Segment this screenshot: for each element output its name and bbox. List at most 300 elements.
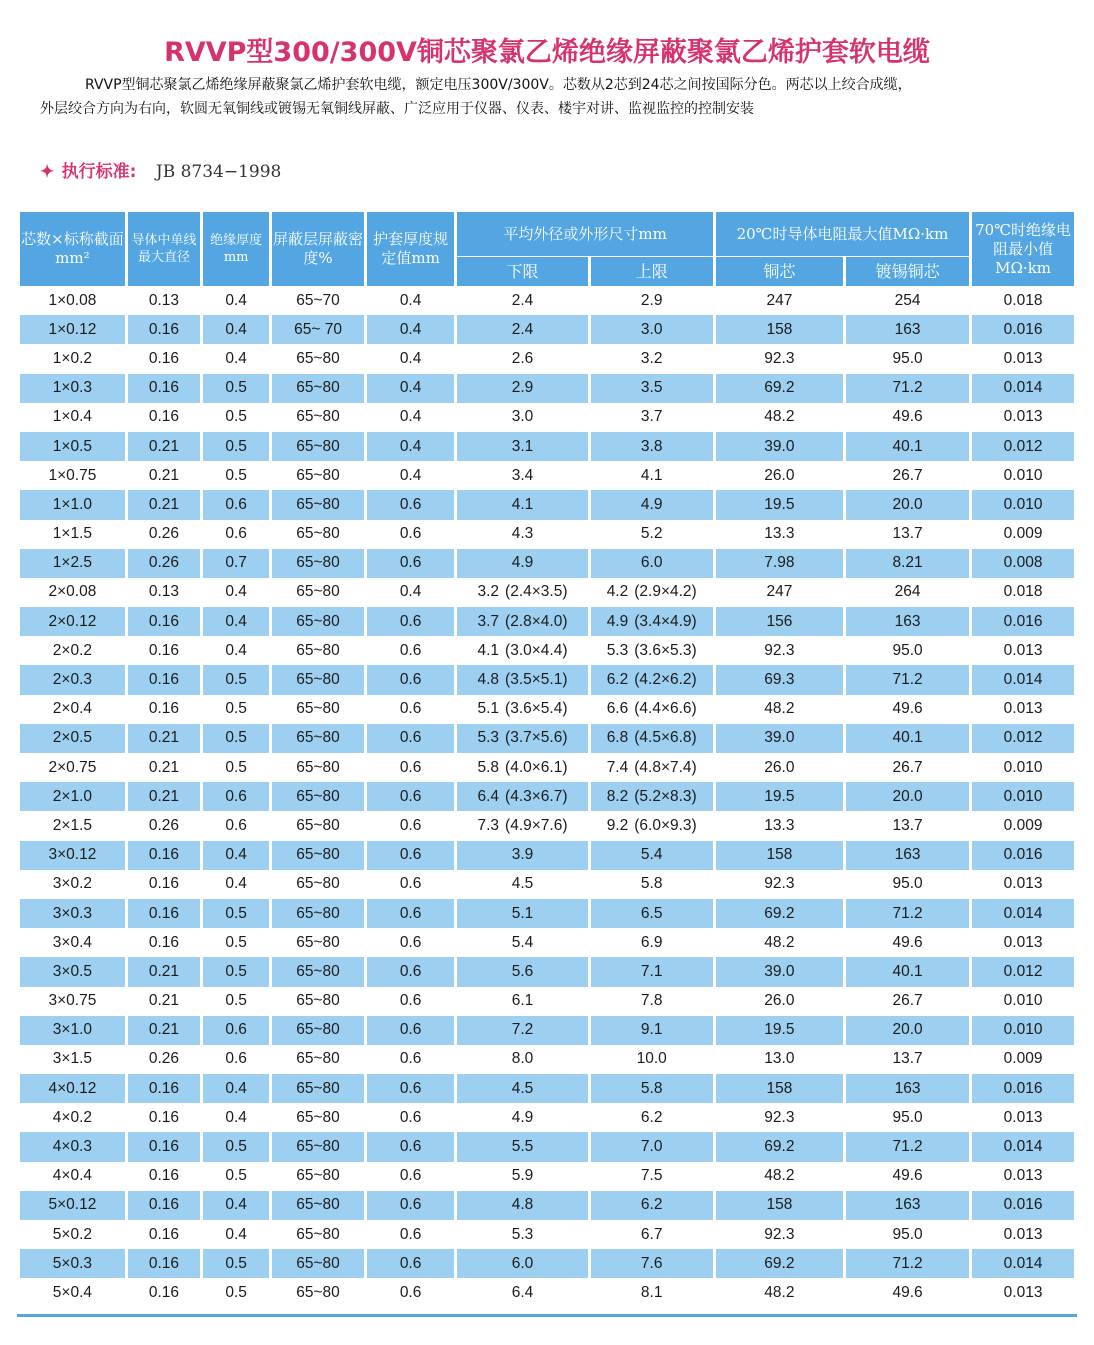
table-cell: 65~80 xyxy=(272,1074,364,1103)
table-cell: 0.4 xyxy=(367,432,455,461)
table-cell: 13.7 xyxy=(892,1050,923,1068)
table-cell: 0.4 xyxy=(399,583,422,601)
table-cell xyxy=(591,286,713,315)
dimension-value: 4.3 xyxy=(511,525,534,543)
dimension-shape: (4.3×6.7) xyxy=(505,787,568,805)
table-cell: 0.013 xyxy=(1003,875,1043,893)
table-cell: 0.014 xyxy=(972,374,1074,403)
table-cell: 1×1.0 xyxy=(20,490,125,519)
dimension-shape: (4.9×7.6) xyxy=(505,816,568,834)
table-cell xyxy=(591,987,713,1016)
dimension-value: 9.1 xyxy=(640,1021,663,1039)
table-cell: 0.6 xyxy=(367,782,455,811)
table-cell: 65~80 xyxy=(296,583,340,601)
col-header-copper: 铜芯 xyxy=(716,257,843,286)
table-cell: 71.2 xyxy=(846,374,969,403)
dimension-shape: (3.5×5.1) xyxy=(505,671,568,689)
dimension-value: 7.1 xyxy=(640,962,663,980)
table-cell xyxy=(457,403,587,432)
dimension-value: 3.0 xyxy=(511,408,534,426)
table-cell xyxy=(457,1045,587,1074)
table-cell: 0.010 xyxy=(972,782,1074,811)
table-cell xyxy=(591,490,713,519)
table-cell: 0.16 xyxy=(128,607,200,636)
table-cell: 163 xyxy=(846,841,969,870)
table-cell: 0.21 xyxy=(148,992,180,1010)
table-cell: 65~80 xyxy=(296,758,340,776)
dimension-shape: (3.6×5.4) xyxy=(505,700,568,718)
table-cell: 0.012 xyxy=(972,724,1074,753)
table-cell: 92.3 xyxy=(764,1108,795,1126)
dimension-value: 3.2 xyxy=(477,583,500,601)
table-cell: 1×0.08 xyxy=(48,291,97,309)
table-cell xyxy=(457,374,587,403)
table-cell: 0.21 xyxy=(148,758,180,776)
table-cell xyxy=(457,1220,587,1249)
table-cell: 92.3 xyxy=(764,1225,795,1243)
table-cell: 26.0 xyxy=(764,992,795,1010)
table-cell: 0.21 xyxy=(128,432,200,461)
table-cell: 65~80 xyxy=(272,607,364,636)
table-row xyxy=(20,987,1074,1016)
table-cell: 0.5 xyxy=(203,899,269,928)
table-row xyxy=(20,636,1074,665)
table-row xyxy=(20,344,1074,373)
table-cell: 19.5 xyxy=(716,490,843,519)
table-cell: 0.013 xyxy=(1003,349,1043,367)
table-cell: 0.010 xyxy=(972,490,1074,519)
table-row xyxy=(20,490,1074,519)
table-cell xyxy=(591,695,713,724)
table-cell: 0.5 xyxy=(203,724,269,753)
dimension-shape: (3.4×4.9) xyxy=(634,612,697,630)
table-cell: 0.014 xyxy=(972,899,1074,928)
table-cell xyxy=(591,928,713,957)
table-cell xyxy=(457,1249,587,1278)
table-cell: 40.1 xyxy=(846,724,969,753)
table-cell: 2×0.12 xyxy=(20,607,125,636)
table-cell: 48.2 xyxy=(764,1283,795,1301)
table-cell: 0.013 xyxy=(1003,1225,1043,1243)
table-cell: 0.6 xyxy=(399,1050,422,1068)
table-cell: 0.16 xyxy=(148,1283,180,1301)
table-cell: 0.21 xyxy=(128,782,200,811)
dimension-value: 6.8 xyxy=(606,729,629,747)
table-cell xyxy=(457,695,587,724)
table-cell xyxy=(457,286,587,315)
table-row xyxy=(20,315,1074,344)
table-cell: 0.26 xyxy=(148,525,180,543)
dimension-value: 4.1 xyxy=(511,495,534,513)
table-cell: 65~80 xyxy=(272,1249,364,1278)
table-cell: 1×0.12 xyxy=(20,315,125,344)
dimension-shape: (4.4×6.6) xyxy=(634,700,697,718)
table-cell: 0.012 xyxy=(972,957,1074,986)
table-cell xyxy=(457,1016,587,1045)
table-cell: 0.5 xyxy=(225,933,247,951)
table-cell: 0.16 xyxy=(128,899,200,928)
table-row xyxy=(20,578,1074,607)
table-cell: 13.3 xyxy=(764,816,795,834)
page-title: RVVP型300/300V铜芯聚氯乙烯绝缘屏蔽聚氯乙烯护套软电缆 xyxy=(164,37,930,68)
table-cell: 0.16 xyxy=(148,933,180,951)
table-cell: 39.0 xyxy=(716,957,843,986)
table-cell: 65~80 xyxy=(272,957,364,986)
table-cell: 48.2 xyxy=(764,700,795,718)
table-cell: 0.16 xyxy=(128,1074,200,1103)
col-header-tinned-copper: 镀锡铜芯 xyxy=(846,257,969,286)
table-cell: 0.21 xyxy=(128,957,200,986)
table-cell: 8.21 xyxy=(846,549,969,578)
table-cell: 5×0.3 xyxy=(20,1249,125,1278)
table-row xyxy=(20,1132,1074,1161)
table-cell: 65~80 xyxy=(296,992,340,1010)
intro-line: 外层绞合方向为右向，软圆无氧铜线或镀锡无氧铜线屏蔽、广泛应用于仪器、仪表、楼宇对讲、监视监控的控制安装 xyxy=(40,101,754,117)
table-cell xyxy=(457,753,587,782)
table-cell: 0.21 xyxy=(128,724,200,753)
table-cell: 0.6 xyxy=(225,816,247,834)
table-cell: 0.016 xyxy=(972,841,1074,870)
table-cell: 0.4 xyxy=(225,291,247,309)
col-header-upper: 上限 xyxy=(591,257,713,286)
table-row xyxy=(20,461,1074,490)
table-cell xyxy=(457,928,587,957)
dimension-value: 2.9 xyxy=(640,291,663,309)
table-cell: 65~80 xyxy=(296,349,340,367)
table-cell xyxy=(591,1074,713,1103)
table-row xyxy=(20,870,1074,899)
intro-line: RVVP型铜芯聚氯乙烯绝缘屏蔽聚氯乙烯护套软电缆，额定电压300V/300V。芯数从2芯到24芯之间按国际分色。两芯以上绞合成缆， xyxy=(85,77,912,93)
table-cell: 163 xyxy=(846,607,969,636)
table-cell: 0.4 xyxy=(225,875,247,893)
table-cell: 0.5 xyxy=(203,1132,269,1161)
dimension-value: 3.7 xyxy=(640,408,663,426)
table-cell: 0.26 xyxy=(148,1050,180,1068)
dimension-value: 8.1 xyxy=(640,1283,663,1301)
dimension-value: 3.7 xyxy=(477,612,500,630)
table-cell: 0.013 xyxy=(1003,1108,1043,1126)
table-cell: 0.013 xyxy=(1003,1283,1043,1301)
table-cell: 3×0.3 xyxy=(20,899,125,928)
table-cell: 2×0.75 xyxy=(48,758,97,776)
table-row xyxy=(20,1162,1074,1191)
table-row xyxy=(20,432,1074,461)
table-row xyxy=(20,549,1074,578)
dimension-value: 4.9 xyxy=(606,612,629,630)
table-cell xyxy=(457,957,587,986)
table-cell: 4×0.2 xyxy=(52,1108,93,1126)
table-cell: 0.014 xyxy=(972,1249,1074,1278)
table-row xyxy=(20,841,1074,870)
table-cell xyxy=(457,344,587,373)
table-cell: 65~80 xyxy=(272,1191,364,1220)
dimension-value: 5.6 xyxy=(511,962,534,980)
table-row xyxy=(20,1045,1074,1074)
dimension-value: 5.4 xyxy=(511,933,534,951)
table-cell: 0.6 xyxy=(399,1167,422,1185)
dimension-value: 4.2 xyxy=(606,583,629,601)
table-cell: 0.6 xyxy=(399,1225,422,1243)
table-cell xyxy=(591,344,713,373)
dimension-value: 3.0 xyxy=(640,320,663,338)
col-header-outer-diameter: 平均外径或外形尺寸mm xyxy=(457,212,712,257)
table-cell: 1×0.2 xyxy=(52,349,93,367)
table-cell: 0.6 xyxy=(203,490,269,519)
table-cell: 2×0.2 xyxy=(52,641,93,659)
table-cell: 95.0 xyxy=(892,875,923,893)
table-cell xyxy=(591,1103,713,1132)
table-cell: 158 xyxy=(716,315,843,344)
table-cell: 0.018 xyxy=(1003,291,1043,309)
dimension-value: 4.9 xyxy=(640,495,663,513)
table-cell: 71.2 xyxy=(846,1249,969,1278)
table-row xyxy=(20,1249,1074,1278)
table-cell: 0.4 xyxy=(367,315,455,344)
table-cell xyxy=(591,870,713,899)
table-cell: 19.5 xyxy=(716,782,843,811)
table-cell xyxy=(457,811,587,840)
table-cell xyxy=(591,578,713,607)
table-cell: 65~80 xyxy=(296,641,340,659)
table-cell: 0.7 xyxy=(203,549,269,578)
dimension-value: 4.5 xyxy=(511,875,534,893)
dimension-value: 4.8 xyxy=(511,1196,534,1214)
table-cell: 0.6 xyxy=(367,1132,455,1161)
table-cell: 0.6 xyxy=(399,992,422,1010)
dimension-value: 5.8 xyxy=(477,758,500,776)
table-cell: 69.2 xyxy=(716,1249,843,1278)
table-cell: 0.6 xyxy=(367,665,455,694)
table-cell xyxy=(591,461,713,490)
table-cell: 0.6 xyxy=(367,724,455,753)
table-cell: 4×0.3 xyxy=(20,1132,125,1161)
table-cell: 0.5 xyxy=(203,1249,269,1278)
dimension-shape: (3.0×4.4) xyxy=(505,641,568,659)
dimension-value: 7.2 xyxy=(511,1021,534,1039)
dimension-value: 2.4 xyxy=(511,291,534,309)
table-cell: 65~80 xyxy=(296,875,340,893)
table-cell: 0.5 xyxy=(203,374,269,403)
table-cell: 92.3 xyxy=(764,641,795,659)
table-cell: 19.5 xyxy=(716,1016,843,1045)
dimension-value: 10.0 xyxy=(636,1050,667,1068)
table-cell: 65~80 xyxy=(296,466,340,484)
table-cell: 0.5 xyxy=(203,432,269,461)
dimension-value: 6.7 xyxy=(640,1225,663,1243)
table-cell: 0.6 xyxy=(399,525,422,543)
table-cell: 0.6 xyxy=(225,1050,247,1068)
table-cell xyxy=(457,987,587,1016)
table-row xyxy=(20,1278,1074,1307)
table-cell: 26.0 xyxy=(764,466,795,484)
dimension-value: 5.8 xyxy=(640,875,663,893)
table-row xyxy=(20,811,1074,840)
table-cell: 0.4 xyxy=(203,1074,269,1103)
standard-value: JB 8734−1998 xyxy=(155,162,282,182)
table-cell: 247 xyxy=(766,583,793,601)
table-cell: 0.016 xyxy=(972,315,1074,344)
table-cell: 0.010 xyxy=(1003,466,1043,484)
table-cell: 3×0.75 xyxy=(48,992,97,1010)
dimension-shape: (3.6×5.3) xyxy=(634,641,697,659)
table-cell: 0.6 xyxy=(399,700,422,718)
table-cell: 3×0.5 xyxy=(20,957,125,986)
table-cell: 0.16 xyxy=(128,374,200,403)
table-cell: 39.0 xyxy=(716,432,843,461)
table-cell xyxy=(591,957,713,986)
table-cell xyxy=(591,315,713,344)
table-cell: 0.6 xyxy=(367,1074,455,1103)
table-cell: 1×0.3 xyxy=(20,374,125,403)
table-cell: 0.6 xyxy=(203,1016,269,1045)
col-header-sheath: 护套厚度规定值mm xyxy=(367,212,455,286)
table-cell: 3×1.5 xyxy=(52,1050,93,1068)
table-cell xyxy=(591,403,713,432)
table-cell xyxy=(591,1191,713,1220)
table-cell: 65~80 xyxy=(296,525,340,543)
dimension-value: 5.4 xyxy=(640,846,663,864)
table-cell: 247 xyxy=(766,291,793,309)
table-cell: 65~80 xyxy=(272,724,364,753)
table-cell xyxy=(591,1220,713,1249)
table-cell: 65~80 xyxy=(296,408,340,426)
table-cell: 65~80 xyxy=(272,1132,364,1161)
table-cell: 163 xyxy=(846,315,969,344)
table-cell: 0.018 xyxy=(1003,583,1043,601)
table-cell: 0.6 xyxy=(399,641,422,659)
table-cell: 40.1 xyxy=(846,432,969,461)
col-header-lower: 下限 xyxy=(457,257,587,286)
dimension-value: 5.3 xyxy=(477,729,500,747)
table-cell xyxy=(591,1045,713,1074)
dimension-value: 5.1 xyxy=(511,904,534,922)
table-cell: 0.009 xyxy=(1003,525,1043,543)
dimension-value: 6.0 xyxy=(640,554,663,572)
table-cell: 0.6 xyxy=(367,1191,455,1220)
col-header-insulation: 绝缘厚度mm xyxy=(203,212,269,286)
table-cell xyxy=(457,1278,587,1307)
table-cell xyxy=(591,607,713,636)
table-cell: 13.7 xyxy=(892,525,923,543)
table-cell: 0.014 xyxy=(972,1132,1074,1161)
table-cell: 0.4 xyxy=(225,1108,247,1126)
table-cell xyxy=(457,578,587,607)
table-cell: 0.5 xyxy=(225,992,247,1010)
table-cell: 65~80 xyxy=(296,700,340,718)
dimension-value: 8.0 xyxy=(511,1050,534,1068)
dimension-value: 7.6 xyxy=(640,1254,663,1272)
dimension-value: 5.3 xyxy=(606,641,629,659)
table-cell: 0.013 xyxy=(1003,408,1043,426)
table-cell: 0.4 xyxy=(203,841,269,870)
table-cell: 26.0 xyxy=(764,758,795,776)
table-cell: 95.0 xyxy=(892,1225,923,1243)
dimension-value: 5.9 xyxy=(511,1167,534,1185)
dimension-shape: (5.2×8.3) xyxy=(634,787,697,805)
table-cell: 65~80 xyxy=(296,1167,340,1185)
dimension-value: 4.9 xyxy=(511,1108,534,1126)
table-cell xyxy=(591,841,713,870)
table-cell xyxy=(457,490,587,519)
standard-label: 执行标准: xyxy=(61,162,137,182)
table-cell: 0.014 xyxy=(972,665,1074,694)
table-cell xyxy=(457,1103,587,1132)
table-cell: 0.16 xyxy=(148,1108,180,1126)
table-cell: 0.16 xyxy=(148,875,180,893)
table-row xyxy=(20,520,1074,549)
table-cell: 0.6 xyxy=(399,816,422,834)
table-cell xyxy=(457,841,587,870)
table-row xyxy=(20,403,1074,432)
table-cell xyxy=(457,636,587,665)
table-cell: 0.010 xyxy=(1003,992,1043,1010)
table-cell: 39.0 xyxy=(716,724,843,753)
dimension-value: 6.4 xyxy=(511,1283,534,1301)
table-cell xyxy=(457,1132,587,1161)
table-cell: 48.2 xyxy=(764,408,795,426)
table-cell: 26.7 xyxy=(892,466,923,484)
table-cell: 69.2 xyxy=(716,1132,843,1161)
table-cell: 0.4 xyxy=(225,349,247,367)
intro-paragraph xyxy=(40,73,1060,121)
dimension-shape: (4.8×7.4) xyxy=(634,758,697,776)
table-row xyxy=(20,724,1074,753)
table-cell xyxy=(457,870,587,899)
table-cell: 4×0.4 xyxy=(52,1167,93,1185)
table-cell: 65~80 xyxy=(272,432,364,461)
table-cell: 0.21 xyxy=(148,466,180,484)
table-cell xyxy=(457,315,587,344)
table-cell: 156 xyxy=(716,607,843,636)
table-cell: 49.6 xyxy=(892,408,923,426)
table-cell: 0.4 xyxy=(203,1191,269,1220)
dimension-value: 7.4 xyxy=(606,758,629,776)
col-header-wire-diameter: 导体中单线最大直径 xyxy=(128,212,200,286)
table-row xyxy=(20,607,1074,636)
table-cell: 65~80 xyxy=(272,782,364,811)
table-cell xyxy=(591,811,713,840)
table-row xyxy=(20,286,1074,315)
table-cell: 0.013 xyxy=(1003,641,1043,659)
table-cell: 48.2 xyxy=(764,1167,795,1185)
table-cell: 0.4 xyxy=(203,315,269,344)
table-cell: 0.16 xyxy=(128,841,200,870)
table-cell xyxy=(591,753,713,782)
table-cell: 2×1.5 xyxy=(52,816,93,834)
table-cell: 65~80 xyxy=(272,1016,364,1045)
table-cell xyxy=(457,549,587,578)
table-row xyxy=(20,695,1074,724)
table-cell: 48.2 xyxy=(764,933,795,951)
table-cell: 0.4 xyxy=(225,1225,247,1243)
dimension-shape: (3.7×5.6) xyxy=(505,729,568,747)
table-cell: 1×0.75 xyxy=(48,466,97,484)
table-cell: 13.7 xyxy=(892,816,923,834)
dimension-value: 2.4 xyxy=(511,320,534,338)
table-cell: 0.16 xyxy=(128,1191,200,1220)
table-cell: 0.012 xyxy=(972,432,1074,461)
table-cell: 20.0 xyxy=(846,1016,969,1045)
table-cell: 3×1.0 xyxy=(20,1016,125,1045)
standard-line xyxy=(40,160,281,184)
table-cell: 0.013 xyxy=(1003,933,1043,951)
table-cell: 0.6 xyxy=(367,1249,455,1278)
table-cell xyxy=(457,607,587,636)
table-cell xyxy=(591,549,713,578)
dimension-shape: (6.0×9.3) xyxy=(634,816,697,834)
table-cell: 163 xyxy=(846,1074,969,1103)
dimension-value: 2.6 xyxy=(511,349,534,367)
